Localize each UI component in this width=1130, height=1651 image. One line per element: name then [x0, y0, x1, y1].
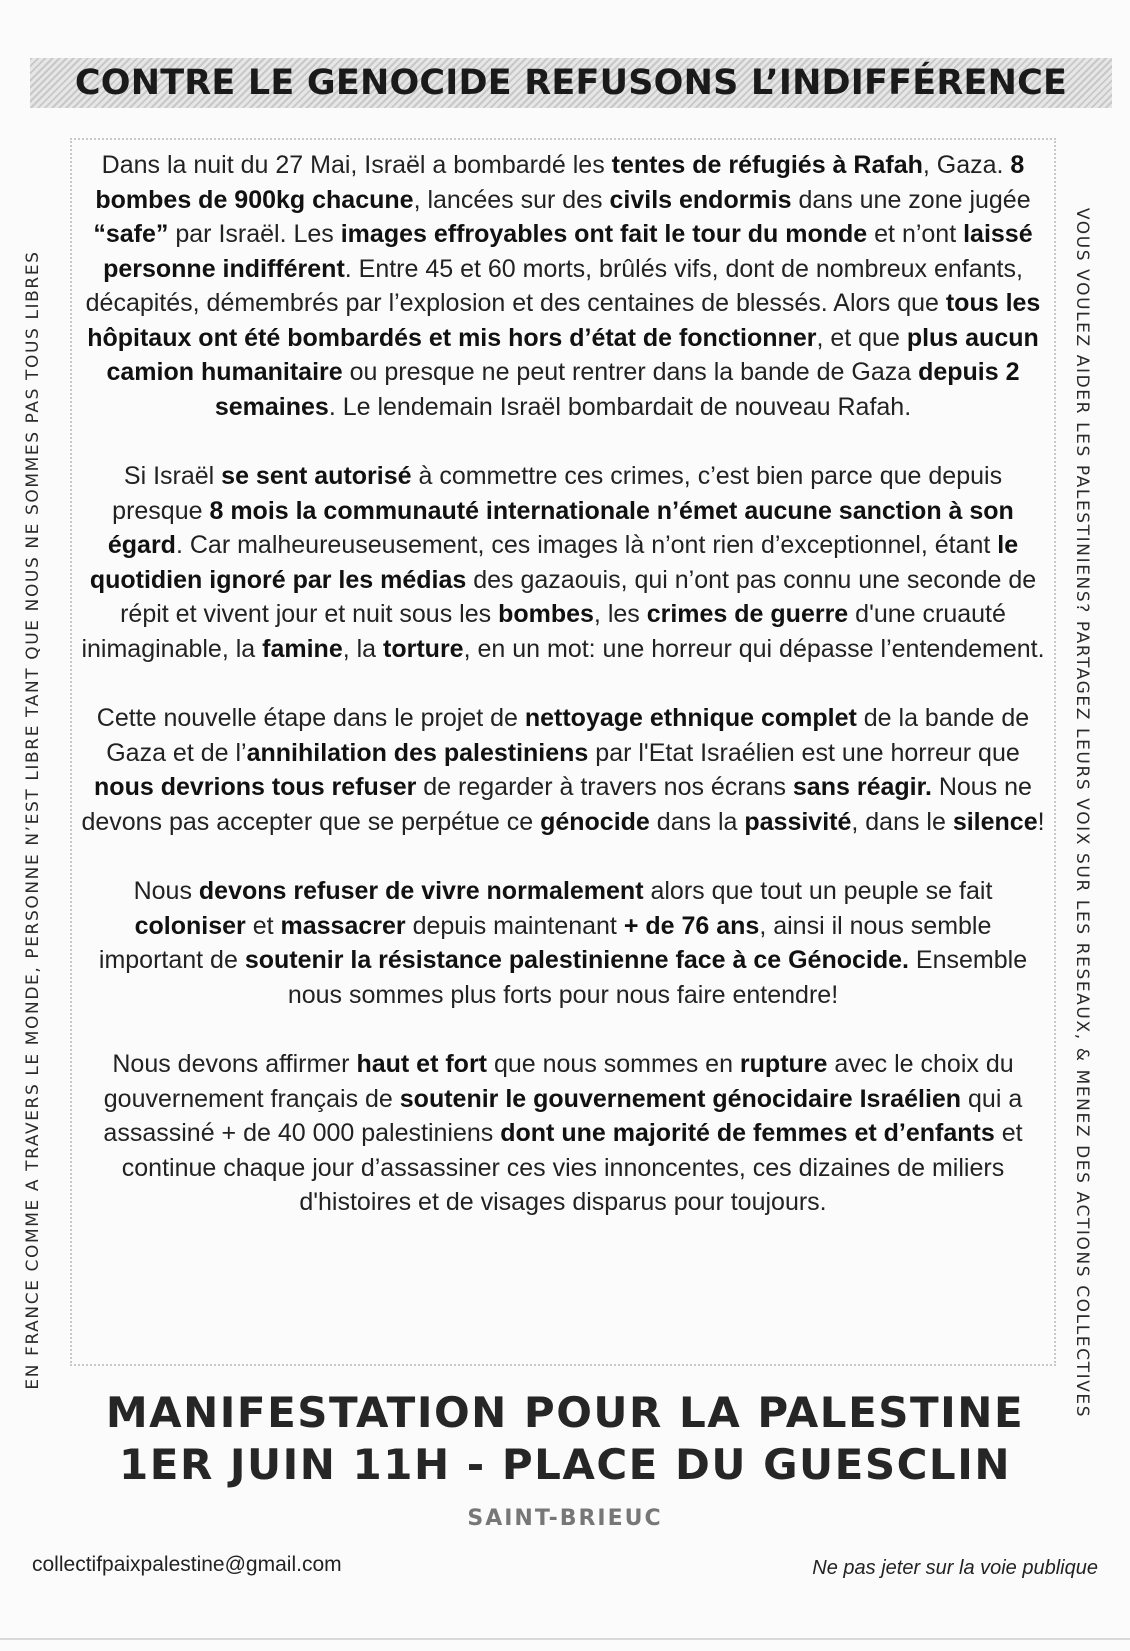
contact-email: collectifpaixpalestine@gmail.com	[32, 1553, 342, 1576]
text-run: par Israël. Les	[168, 220, 341, 248]
emphasis-text: dont une majorité de femmes et d’enfants	[500, 1119, 995, 1147]
text-run: , et que	[816, 323, 907, 352]
event-datetime-place: 1ER JUIN 11H - PLACE DU GUESCLIN	[119, 1440, 1011, 1489]
text-run: Si Israël	[123, 462, 222, 490]
emphasis-text: se sent autorisé	[221, 462, 412, 490]
emphasis-text: soutenir le gouvernement génocidaire Israélien	[399, 1084, 962, 1113]
emphasis-text: massacrer	[280, 911, 406, 940]
emphasis-text: 8 mois la communauté internationale n’émet aucune sanction à son égard	[107, 496, 1014, 559]
text-run: qui a assassiné + de 40 000 palestiniens	[103, 1084, 1023, 1147]
text-run: Ensemble nous sommes plus forts pour nous faire entendre!	[287, 946, 1028, 1009]
emphasis-text: nettoyage ethnique complet	[524, 704, 857, 732]
text-run: par l'Etat Israélien est une horreur que	[588, 738, 1020, 767]
text-run: dans une zone jugée	[791, 185, 1031, 214]
text-run: que nous sommes en	[487, 1050, 740, 1078]
emphasis-text: nous devrions tous refuser	[94, 773, 417, 801]
emphasis-text: le quotidien ignoré par les médias	[89, 531, 1019, 594]
emphasis-text: tentes de réfugiés à Rafah	[611, 151, 923, 179]
emphasis-text: génocide	[540, 807, 650, 836]
emphasis-text: “safe”	[93, 220, 169, 248]
emphasis-text: passivité	[744, 807, 852, 836]
text-run: et continue chaque jour d’assassiner ces vies innoncentes, ces dizaines de miliers d'histoires et de visages disparus pour toujours.	[121, 1119, 1023, 1216]
paragraph	[80, 701, 1046, 839]
text-run: alors que tout un peuple se fait	[643, 877, 993, 905]
text-run: , dans le	[851, 807, 953, 836]
emphasis-text: coloniser	[134, 911, 246, 940]
text-run: , Gaza.	[922, 151, 1011, 179]
emphasis-text: sans réagir.	[792, 773, 932, 801]
emphasis-text: soutenir la résistance palestinienne face à ce Génocide.	[244, 946, 909, 974]
event-city: SAINT-BRIEUC	[467, 1506, 663, 1531]
emphasis-text: haut et fort	[356, 1050, 487, 1078]
text-run: dans la	[649, 807, 745, 836]
emphasis-text: laissé personne indifférent	[103, 220, 1033, 283]
text-run: Dans la nuit du 27 Mai, Israël a bombardé les	[101, 151, 612, 179]
text-run: et	[245, 911, 281, 940]
emphasis-text: + de 76 ans	[623, 911, 760, 940]
paragraph	[80, 1047, 1046, 1220]
text-run: Nous ne devons pas accepter que se perpétue ce	[81, 773, 1032, 836]
text-run: , les	[593, 600, 647, 628]
body-text	[80, 148, 1046, 1255]
emphasis-text: annihilation des palestiniens	[246, 738, 589, 767]
disposal-notice: Ne pas jeter sur la voie publique	[812, 1557, 1098, 1579]
emphasis-text: famine	[262, 634, 343, 663]
text-run: et n’ont	[867, 220, 964, 248]
text-run: Nous	[133, 877, 199, 905]
side-slogan-left: EN FRANCE COMME A TRAVERS LE MONDE, PERSONNE N’EST LIBRE TANT QUE NOUS NE SOMMES PAS TOUS LIBRES	[23, 250, 43, 1390]
emphasis-text: silence	[952, 807, 1038, 836]
text-run: , en un mot: une horreur qui dépasse l’entendement.	[463, 634, 1045, 663]
text-run: d'une cruauté inimaginable, la	[81, 600, 1006, 663]
text-run: . Entre 45 et 60 morts, brûlés vifs, dont de nombreux enfants, décapités, démembrés par l’explosion et des centaines de blessés. Alors que	[85, 254, 1023, 317]
emphasis-text: 8 bombes de 900kg chacune	[95, 151, 1025, 214]
text-run: de la bande de Gaza et de l’	[106, 704, 1030, 767]
event-title: MANIFESTATION POUR LA PALESTINE	[105, 1388, 1025, 1437]
emphasis-text: civils endormis	[609, 185, 792, 214]
text-run: . Le lendemain Israël bombardait de nouveau Rafah.	[328, 392, 912, 421]
page-title: CONTRE LE GENOCIDE REFUSONS L’INDIFFÉRENCE	[74, 63, 1068, 103]
emphasis-text: devons refuser de vivre normalement	[198, 877, 644, 905]
paragraph	[80, 148, 1046, 424]
text-run: Cette nouvelle étape dans le projet de	[96, 704, 525, 732]
emphasis-text: crimes de guerre	[646, 600, 849, 628]
text-run: ou presque ne peut rentrer dans la bande de Gaza	[342, 358, 919, 386]
emphasis-text: bombes	[498, 600, 594, 628]
side-slogan-right: VOUS VOULEZ AIDER LES PALESTINIENS? PARTAGEZ LEURS VOIX SUR LES RESEAUX, & MENEZ DES ACTIONS COLLECTIVES	[1072, 207, 1092, 1419]
text-run: , la	[342, 634, 384, 663]
paragraph	[80, 459, 1046, 666]
text-run: depuis maintenant	[405, 911, 624, 940]
text-run: Nous devons affirmer	[112, 1050, 357, 1078]
text-run: . Car malheureuseusement, ces images là n’ont rien d’exceptionnel, étant	[175, 531, 998, 559]
emphasis-text: rupture	[739, 1050, 828, 1078]
paragraph	[80, 874, 1046, 1012]
emphasis-text: images effroyables ont fait le tour du monde	[340, 220, 868, 248]
bottom-border	[0, 1638, 1130, 1640]
text-run: , lancées sur des	[413, 185, 610, 214]
text-run: de regarder à travers nos écrans	[416, 773, 793, 801]
text-run: , ainsi il nous semble important de	[98, 911, 992, 974]
text-run: à commettre ces crimes, c’est bien parce que depuis presque	[112, 462, 1003, 525]
text-run: avec le choix du gouvernement français de	[103, 1050, 1014, 1113]
text-run: des gazaouis, qui n’ont pas connu une seconde de répit et vivent jour et nuit sous les	[120, 565, 1037, 628]
emphasis-text: plus aucun camion humanitaire	[106, 323, 1039, 386]
emphasis-text: torture	[383, 634, 464, 663]
emphasis-text: tous les hôpitaux ont été bombardés et mis hors d’état de fonctionner	[87, 289, 1041, 352]
text-run: !	[1037, 807, 1045, 836]
emphasis-text: depuis 2 semaines	[214, 358, 1020, 421]
